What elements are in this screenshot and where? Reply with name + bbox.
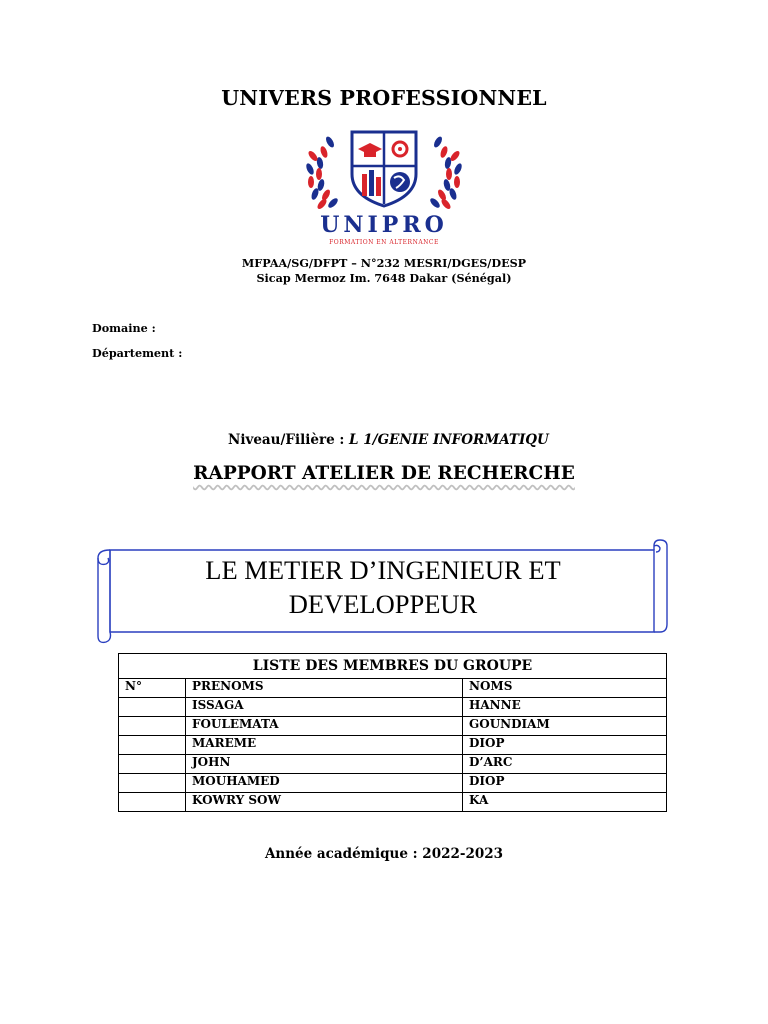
departement-label: Département : bbox=[92, 346, 183, 360]
member-number bbox=[119, 717, 186, 736]
member-nom: KA bbox=[463, 793, 667, 812]
table-row bbox=[119, 717, 667, 736]
banner-title bbox=[110, 553, 656, 621]
ministry-reference: MFPAA/SG/DFPT – N°232 MESRI/DGES/DESP bbox=[241, 256, 527, 270]
members-table-caption: LISTE DES MEMBRES DU GROUPE bbox=[119, 654, 667, 679]
member-number bbox=[119, 736, 186, 755]
table-row bbox=[119, 736, 667, 755]
member-number bbox=[119, 698, 186, 717]
member-number bbox=[119, 793, 186, 812]
unipro-logo bbox=[300, 122, 468, 250]
banner-title-line1: LE METIER D’INGENIEUR ET bbox=[205, 555, 561, 585]
laurel-left-icon bbox=[305, 135, 340, 210]
header-number: N° bbox=[119, 679, 186, 698]
member-prenom: KOWRY SOW bbox=[186, 793, 463, 812]
header-prenoms: PRENOMS bbox=[186, 679, 463, 698]
niveau-filiere bbox=[228, 432, 549, 448]
logo-brand: UNIPRO bbox=[320, 212, 448, 238]
logo-tagline: FORMATION EN ALTERNANCE bbox=[329, 239, 439, 246]
member-number bbox=[119, 774, 186, 793]
members-table-header-row bbox=[119, 679, 667, 698]
banner-title-line2: DEVELOPPEUR bbox=[288, 589, 478, 619]
school-address: Sicap Mermoz Im. 7648 Dakar (Sénégal) bbox=[256, 271, 512, 285]
header-noms: NOMS bbox=[463, 679, 667, 698]
member-number bbox=[119, 755, 186, 774]
academic-year: Année académique : 2022-2023 bbox=[264, 846, 504, 862]
member-prenom: JOHN bbox=[186, 755, 463, 774]
member-prenom: MAREME bbox=[186, 736, 463, 755]
laurel-right-icon bbox=[429, 135, 464, 210]
table-row bbox=[119, 793, 667, 812]
member-nom: GOUNDIAM bbox=[463, 717, 667, 736]
member-prenom: ISSAGA bbox=[186, 698, 463, 717]
member-nom: D’ARC bbox=[463, 755, 667, 774]
niveau-value: L 1/GENIE INFORMATIQU bbox=[349, 432, 549, 448]
member-nom: DIOP bbox=[463, 736, 667, 755]
domaine-label: Domaine : bbox=[92, 321, 156, 335]
table-row bbox=[119, 755, 667, 774]
report-title bbox=[0, 463, 768, 484]
member-nom: HANNE bbox=[463, 698, 667, 717]
table-row bbox=[119, 774, 667, 793]
member-nom: DIOP bbox=[463, 774, 667, 793]
shield-icon bbox=[352, 132, 416, 206]
report-title-text: RAPPORT ATELIER DE RECHERCHE bbox=[193, 463, 575, 484]
member-prenom: FOULEMATA bbox=[186, 717, 463, 736]
member-prenom: MOUHAMED bbox=[186, 774, 463, 793]
members-table bbox=[118, 653, 667, 812]
table-row bbox=[119, 698, 667, 717]
school-name: UNIVERS PROFESSIONNEL bbox=[221, 86, 547, 110]
niveau-label: Niveau/Filière : bbox=[228, 432, 350, 448]
